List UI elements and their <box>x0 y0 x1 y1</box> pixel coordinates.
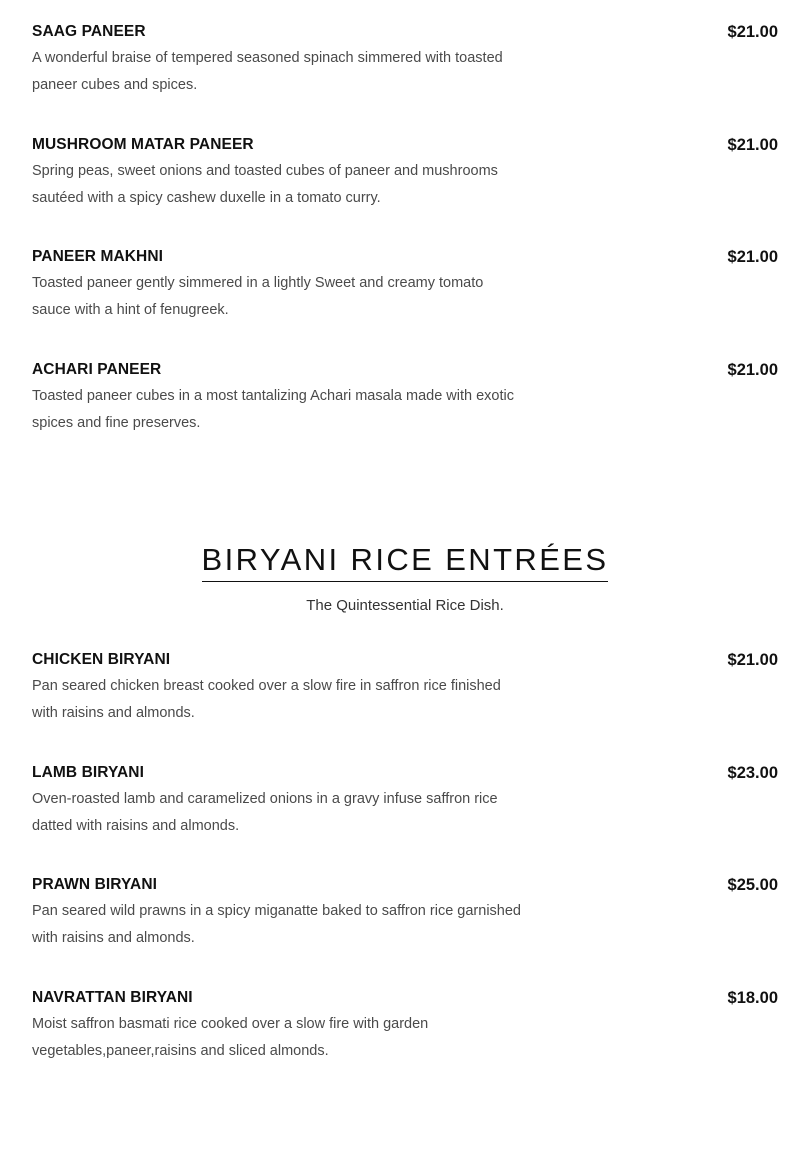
menu-item-chicken-biryani <box>32 650 778 750</box>
menu-item-price: $21.00 <box>727 651 778 669</box>
menu-item-lamb-biryani <box>32 763 778 863</box>
menu-item-name: PANEER MAKHNI <box>32 248 164 265</box>
menu-item-description: Spring peas, sweet onions and toasted cubes of paneer and mushrooms sautéed with a spicy cashew duxelle in a tomato curry. <box>32 163 498 206</box>
menu-item-name: SAAG PANEER <box>32 23 146 40</box>
menu-item-name: NAVRATTAN BIRYANI <box>32 989 193 1006</box>
menu-item-mushroom-matar-paneer <box>32 135 778 235</box>
menu-item-price: $21.00 <box>727 248 778 266</box>
menu-item-description: Toasted paneer gently simmered in a lightly Sweet and creamy tomato sauce with a hint of fenugreek. <box>32 275 484 318</box>
menu-item-price: $21.00 <box>727 23 778 41</box>
menu-item-price: $21.00 <box>727 136 778 154</box>
menu-item-description: Oven-roasted lamb and caramelized onions in a gravy infuse saffron rice datted with raisins and almonds. <box>32 791 498 834</box>
menu-item-price: $21.00 <box>727 361 778 379</box>
menu-item-prawn-biryani <box>32 875 778 975</box>
menu-item-paneer-makhni <box>32 247 778 347</box>
menu-item-description: Moist saffron basmati rice cooked over a slow fire with garden vegetables,paneer,raisins and sliced almonds. <box>32 1016 429 1059</box>
menu-item-description: Pan seared chicken breast cooked over a slow fire in saffron rice finished with raisins and almonds. <box>32 678 501 721</box>
menu-item-description: A wonderful braise of tempered seasoned spinach simmered with toasted paneer cubes and spices. <box>32 50 503 93</box>
menu-item-price: $23.00 <box>727 764 778 782</box>
menu-item-name: MUSHROOM MATAR PANEER <box>32 136 254 153</box>
menu-item-name: PRAWN BIRYANI <box>32 876 158 893</box>
menu-item-price: $25.00 <box>727 876 778 894</box>
menu-item-name: ACHARI PANEER <box>32 361 162 378</box>
section-title: BIRYANI RICE ENTRÉES <box>202 540 609 582</box>
menu-item-achari-paneer <box>32 360 778 460</box>
section-subtitle: The Quintessential Rice Dish. <box>306 597 504 614</box>
menu-item-navrattan-biryani <box>32 988 778 1088</box>
menu-item-description: Toasted paneer cubes in a most tantalizing Achari masala made with exotic spices and fine preserves. <box>32 388 514 431</box>
menu-item-name: LAMB BIRYANI <box>32 764 145 781</box>
section-header <box>0 540 810 582</box>
menu-item-description: Pan seared wild prawns in a spicy miganatte baked to saffron rice garnished with raisins and almonds. <box>32 903 521 946</box>
menu-item-price: $18.00 <box>727 989 778 1007</box>
menu-item-name: CHICKEN BIRYANI <box>32 651 171 668</box>
menu-item-saag-paneer <box>32 22 778 122</box>
